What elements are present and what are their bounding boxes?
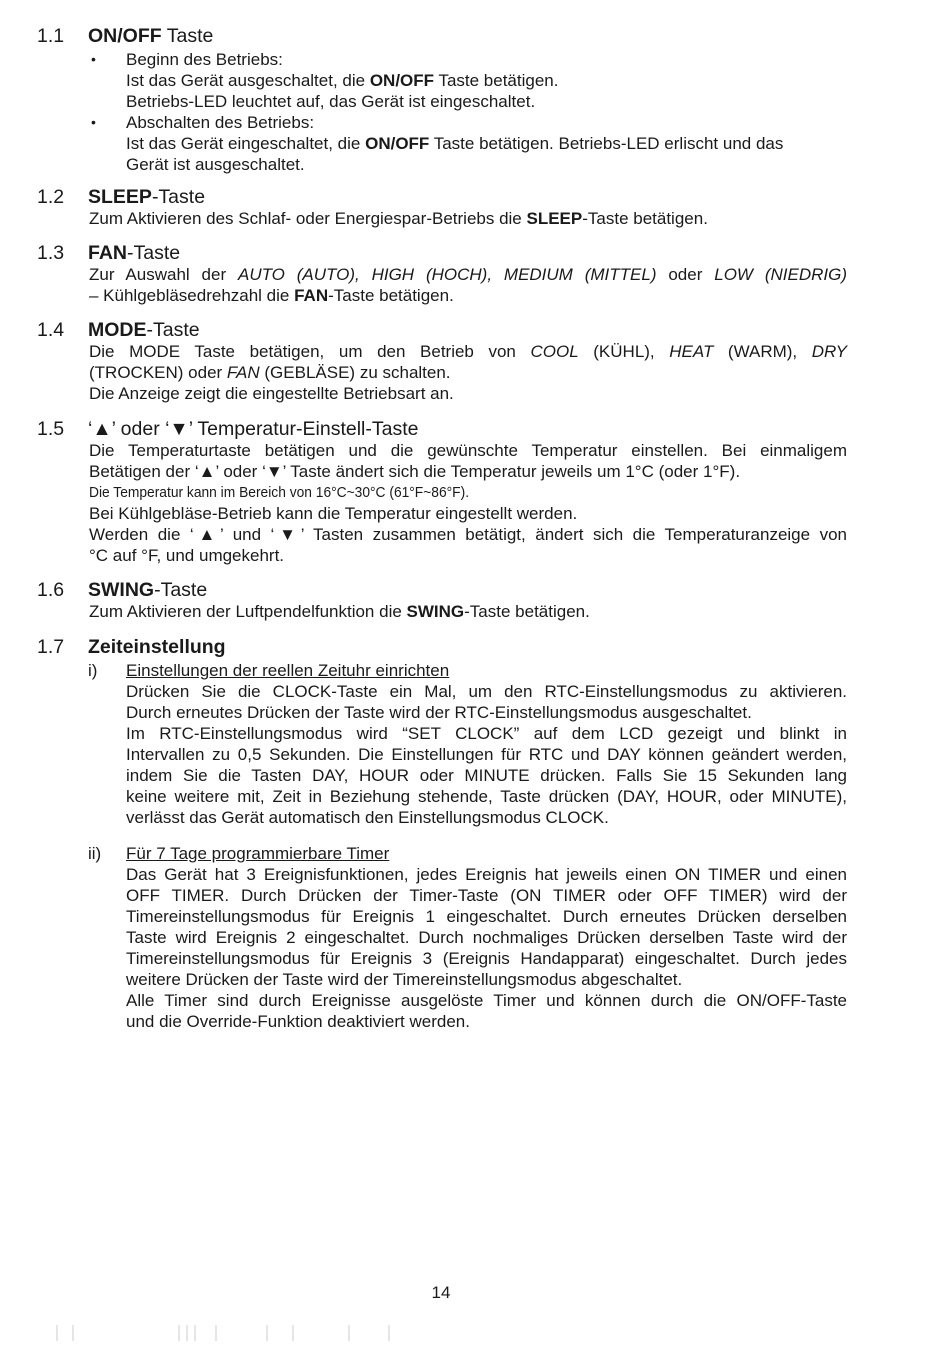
bullet-heading: Abschalten des Betriebs:: [126, 113, 315, 132]
section-number: 1.6: [37, 579, 65, 601]
text-line: Intervallen zu 0,5 Sekunden. Die Einstellungen für RTC und DAY können geändert werden,: [126, 745, 847, 764]
text-line: Die Temperatur kann im Bereich von 16°C~30°C (61°F~86°F).: [89, 484, 470, 501]
text-line: Gerät ist ausgeschaltet.: [126, 155, 305, 174]
subsection-heading: Einstellungen der reellen Zeituhr einrichten: [126, 661, 450, 680]
text-line: OFF TIMER. Durch Drücken der Timer-Taste (ON TIMER oder OFF TIMER) wird der: [126, 886, 847, 905]
text-line: Durch erneutes Drücken der Taste wird der RTC-Einstellungsmodus ausgeschaltet.: [126, 703, 752, 722]
text-line: Das Gerät hat 3 Ereignisfunktionen, jedes Ereignis hat jeweils einen ON TIMER und einen: [126, 865, 847, 884]
text-line: Zur Auswahl der AUTO (AUTO), HIGH (HOCH), MEDIUM (MITTEL) oder LOW (NIEDRIG): [89, 265, 847, 284]
text-line: Die Temperaturtaste betätigen und die gewünschte Temperatur einstellen. Bei einmaligem: [89, 441, 847, 460]
text-line: Ist das Gerät eingeschaltet, die ON/OFF Taste betätigen. Betriebs-LED erlischt und das: [126, 134, 784, 153]
bullet-icon: •: [91, 114, 96, 130]
page-number: 14: [431, 1283, 451, 1302]
text-line: Timereinstellungsmodus für Ereignis 1 eingeschaltet. Durch erneutes Drücken derselben: [126, 907, 847, 926]
subsection-label: ii): [88, 844, 102, 863]
text-line: Werden die ‘▲’ und ‘▼’ Tasten zusammen betätigt, ändert sich die Temperaturanzeige von: [89, 525, 847, 544]
text-line: weitere Drücken der Taste wird der Timereinstellungsmodus abgeschaltet.: [126, 970, 683, 989]
section-number: 1.4: [37, 319, 65, 341]
text-line: Die MODE Taste betätigen, um den Betrieb von COOL (KÜHL), HEAT (WARM), DRY: [89, 342, 848, 361]
text-line: Im RTC-Einstellungsmodus wird “SET CLOCK” auf dem LCD gezeigt und blinkt in: [126, 724, 847, 743]
text-line: Zum Aktivieren des Schlaf- oder Energiespar-Betriebs die SLEEP-Taste betätigen.: [89, 209, 708, 228]
section-title: ON/OFF Taste: [88, 25, 214, 47]
text-line: keine weitere mit, Zeit in Beziehung stehende, Taste drücken (DAY, HOUR, oder MINUTE),: [126, 787, 847, 806]
section-number: 1.5: [37, 418, 65, 440]
text-line: °C auf °F, und umgekehrt.: [89, 546, 285, 565]
section-number: 1.3: [37, 242, 65, 264]
text-line: (TROCKEN) oder FAN (GEBLÄSE) zu schalten.: [89, 363, 451, 382]
text-line: Taste wird Ereignis 2 eingeschaltet. Durch nochmaliges Drücken derselben Taste wird der: [126, 928, 847, 947]
text-line: Zum Aktivieren der Luftpendelfunktion die SWING-Taste betätigen.: [89, 602, 590, 621]
subsection-label: i): [88, 661, 98, 680]
text-line: Betriebs-LED leuchtet auf, das Gerät ist eingeschaltet.: [126, 92, 536, 111]
section-title: FAN-Taste: [88, 242, 181, 264]
text-line: Die Anzeige zeigt die eingestellte Betriebsart an.: [89, 384, 454, 403]
section-title: SLEEP-Taste: [88, 186, 206, 208]
text-line: und die Override-Funktion deaktiviert werden.: [126, 1012, 470, 1031]
text-line: verlässt das Gerät automatisch den Einstellungsmodus CLOCK.: [126, 808, 609, 827]
text-line: Alle Timer sind durch Ereignisse ausgelöste Timer und können durch die ON/OFF-Taste: [126, 991, 847, 1010]
text-line: indem Sie die Tasten DAY, HOUR oder MINUTE drücken. Falls Sie 15 Sekunden lang: [126, 766, 847, 785]
section-title: ‘▲’ oder ‘▼’ Temperatur-Einstell-Taste: [88, 418, 419, 440]
text-line: Ist das Gerät ausgeschaltet, die ON/OFF Taste betätigen.: [126, 71, 559, 90]
text-line: Bei Kühlgebläse-Betrieb kann die Temperatur eingestellt werden.: [89, 504, 578, 523]
bullet-icon: •: [91, 51, 96, 67]
section-title: Zeiteinstellung: [88, 636, 226, 658]
subsection-heading: Für 7 Tage programmierbare Timer: [126, 844, 390, 863]
text-line: Timereinstellungsmodus für Ereignis 3 (Ereignis Handapparat) eingeschaltet. Durch jedes: [126, 949, 847, 968]
text-line: – Kühlgebläsedrehzahl die FAN-Taste betätigen.: [89, 286, 454, 305]
section-title: SWING-Taste: [88, 579, 208, 601]
text-line: Betätigen der ‘▲’ oder ‘▼’ Taste ändert sich die Temperatur jeweils um 1°C (oder 1°F).: [89, 462, 741, 481]
bullet-heading: Beginn des Betriebs:: [126, 50, 283, 69]
section-number: 1.2: [37, 186, 65, 208]
section-number: 1.1: [37, 25, 65, 47]
text-line: Drücken Sie die CLOCK-Taste ein Mal, um den RTC-Einstellungsmodus zu aktivieren.: [126, 682, 847, 701]
section-number: 1.7: [37, 636, 65, 658]
section-title: MODE-Taste: [88, 319, 200, 341]
